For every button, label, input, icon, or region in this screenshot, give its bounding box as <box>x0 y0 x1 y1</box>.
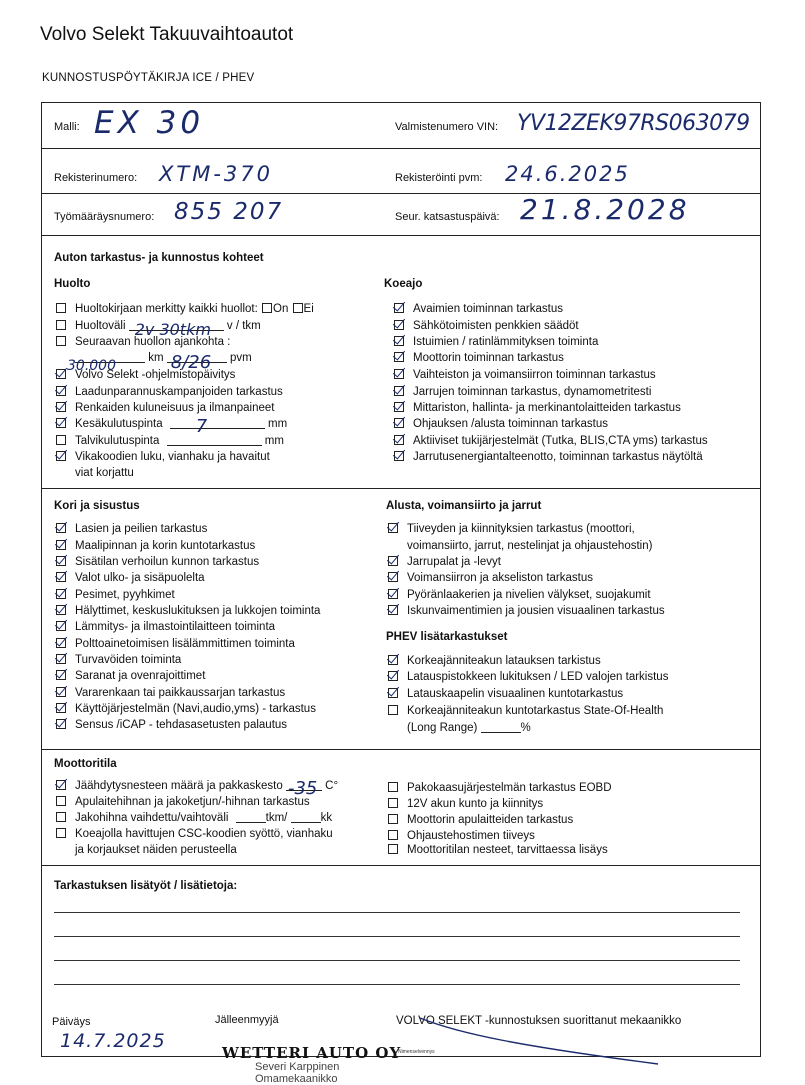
checkbox[interactable] <box>388 844 398 854</box>
moottori-right-0: Pakokaasujärjestelmän tarkastus EOBD <box>388 781 612 795</box>
checkbox[interactable] <box>56 621 66 631</box>
paivays-label: Päiväys <box>52 1016 91 1028</box>
checkbox[interactable] <box>56 523 66 533</box>
checkbox[interactable] <box>56 780 66 790</box>
moottori-right-2: Moottorin apulaitteiden tarkastus <box>388 813 573 827</box>
phev-item-0: Korkeajänniteakun latauksen tarkistus <box>388 654 601 668</box>
checkbox[interactable] <box>56 386 66 396</box>
huolto-item-2: Seuraavan huollon ajankohta : <box>56 335 230 349</box>
checkbox[interactable] <box>388 605 398 615</box>
checkbox[interactable] <box>394 320 404 330</box>
seuraava-km-value[interactable]: 30.000 <box>67 358 116 374</box>
phev-title: PHEV lisätarkastukset <box>386 631 508 643</box>
checkbox[interactable] <box>56 451 66 461</box>
malli-label: Malli: <box>54 121 80 133</box>
vin-label: Valmistenumero VIN: <box>395 121 499 133</box>
koeajo-item-4: Vaihteiston ja voimansiirron toiminnan tarkastus <box>394 368 656 382</box>
checkbox[interactable] <box>56 556 66 566</box>
katsastuspaiva-label: Seur. katsastuspäivä: <box>395 211 500 223</box>
rekisterinumero-value[interactable]: XTM-370 <box>159 162 273 186</box>
huoltovali-value[interactable]: 2v 30tkm <box>134 320 211 339</box>
checkbox[interactable] <box>394 336 404 346</box>
rekisterinumero-label: Rekisterinumero: <box>54 172 138 184</box>
alusta-item-0: Tiiveyden ja kiinnityksien tarkastus (moottori, <box>388 522 635 536</box>
koeajo-item-3: Moottorin toiminnan tarkastus <box>394 351 564 365</box>
kori-item-8: Turvavöiden toiminta <box>56 653 181 667</box>
seuraava-huolto-row: 30.000 km 8/26 pvm <box>67 352 252 374</box>
checkbox[interactable] <box>388 556 398 566</box>
checkbox[interactable] <box>394 451 404 461</box>
checkbox[interactable] <box>394 386 404 396</box>
checkbox[interactable] <box>56 812 66 822</box>
alusta-item-2: Voimansiirron ja akseliston tarkastus <box>388 571 593 585</box>
huolto-item-1: Huoltoväli 2v 30tkm v / tkm <box>56 319 261 333</box>
jalleenmyyja-label: Jälleenmyyjä <box>215 1014 279 1026</box>
phev-item-1: Latauspistokkeen lukituksen / LED valojen tarkistus <box>388 670 668 684</box>
checkbox[interactable] <box>56 540 66 550</box>
notes-line[interactable] <box>54 912 740 913</box>
alusta-item-0-cont: voimansiirto, jarrut, nestelinjat ja ohjaustehostin) <box>407 540 653 552</box>
koeajo-item-8: Aktiiviset tukijärjestelmät (Tutka, BLIS,CTA yms) tarkastus <box>394 434 708 448</box>
seuraava-pvm-value[interactable]: 8/26 <box>170 352 212 373</box>
checkbox[interactable] <box>56 796 66 806</box>
koeajo-title: Koeajo <box>384 278 423 290</box>
moottori-left-2: Jakohihna vaihdettu/vaihtoväli tkm/ kk <box>56 811 332 825</box>
mekaanikko-label: VOLVO SELEKT -kunnostuksen suorittanut mekaanikko <box>396 1015 682 1027</box>
tyomaaraysnumero-label: Työmääräysnumero: <box>54 211 155 223</box>
kori-item-0: Lasien ja peilien tarkastus <box>56 522 207 536</box>
checkbox[interactable] <box>56 336 66 346</box>
tyomaaraysnumero-value[interactable]: 855 207 <box>174 199 284 225</box>
paivays-value[interactable]: 14.7.2025 <box>60 1030 166 1052</box>
page-title: Volvo Selekt Takuuvaihtoautot <box>40 24 294 45</box>
kori-item-6: Lämmitys- ja ilmastointilaitteen toiminta <box>56 620 275 634</box>
checkbox[interactable] <box>388 655 398 665</box>
checkbox[interactable] <box>394 352 404 362</box>
checkbox[interactable] <box>388 523 398 533</box>
huolto-title: Huolto <box>54 278 91 290</box>
checkbox[interactable] <box>56 687 66 697</box>
rekisterointi-pvm-value[interactable]: 24.6.2025 <box>505 162 630 186</box>
checkbox[interactable] <box>56 670 66 680</box>
checkbox[interactable] <box>388 572 398 582</box>
soh-blank[interactable] <box>481 732 521 733</box>
form-frame <box>41 102 761 1057</box>
kori-item-9: Saranat ja ovenrajoittimet <box>56 669 205 683</box>
signature-stroke <box>400 1016 660 1066</box>
moottori-right-3: Ohjaustehostimen tiiveys <box>388 829 535 843</box>
checkbox[interactable] <box>394 303 404 313</box>
koeajo-item-5: Jarrujen toiminnan tarkastus, dynamometritesti <box>394 385 651 399</box>
moottoritila-title: Moottoritila <box>54 758 117 770</box>
huolto-item-4: Laadunparannuskampanjoiden tarkastus <box>56 385 283 399</box>
dealer-stamp: WETTERI AUTO OY <box>222 1044 402 1062</box>
kori-item-11: Käyttöjärjestelmän (Navi,audio,yms) - tarkastus <box>56 702 316 716</box>
checkbox[interactable] <box>56 703 66 713</box>
kori-item-10: Vararenkaan tai paikkaussarjan tarkastus <box>56 686 285 700</box>
checkbox[interactable] <box>388 782 398 792</box>
moottori-left-3: Koeajolla havittujen CSC-koodien syöttö, vianhaku <box>56 827 333 841</box>
kori-item-12: Sensus /iCAP - tehdasasetusten palautus <box>56 718 287 732</box>
checkbox-on[interactable] <box>262 303 272 313</box>
form-subtitle: KUNNOSTUSPÖYTÄKIRJA ICE / PHEV <box>42 72 255 84</box>
kesakulutus-value[interactable]: 7 <box>195 416 208 437</box>
checkbox[interactable] <box>388 671 398 681</box>
coolant-value[interactable]: -35 <box>287 778 318 799</box>
koeajo-item-1: Sähkötoimisten penkkien säädöt <box>394 319 579 333</box>
moottori-right-4: Moottoritilan nesteet, tarvittaessa lisäys <box>388 843 608 857</box>
section-divider <box>42 749 760 750</box>
koeajo-item-7: Ohjauksen /alusta toiminnan tarkastus <box>394 417 608 431</box>
vehicle-row-3 <box>42 193 760 236</box>
notes-line[interactable] <box>54 984 740 985</box>
checkbox[interactable] <box>56 369 66 379</box>
checkbox[interactable] <box>56 605 66 615</box>
checkbox[interactable] <box>56 719 66 729</box>
koeajo-item-6: Mittariston, hallinta- ja merkinantolaitteiden tarkastus <box>394 401 681 415</box>
huolto-item-3: Volvo Selekt -ohjelmistopäivitys <box>56 368 235 382</box>
checkbox[interactable] <box>56 303 66 313</box>
moottori-right-1: 12V akun kunto ja kiinnitys <box>388 797 543 811</box>
notes-line[interactable] <box>54 960 740 961</box>
vin-value[interactable]: YV12ZEK97RS063079 <box>517 111 750 136</box>
checkbox[interactable] <box>388 814 398 824</box>
phev-item-3: Korkeajänniteakun kuntotarkastus State-Of-Health <box>388 704 663 718</box>
koeajo-item-0: Avaimien toiminnan tarkastus <box>394 302 563 316</box>
checkbox[interactable] <box>56 402 66 412</box>
vehicle-row-2 <box>42 148 760 194</box>
huolto-item-5: Renkaiden kuluneisuus ja ilmanpaineet <box>56 401 274 415</box>
mechanic-role: Omamekaanikko <box>255 1073 338 1085</box>
moottori-left-3-cont: ja korjaukset näiden perusteella <box>75 844 237 856</box>
section1-title: Auton tarkastus- ja kunnostus kohteet <box>54 252 264 264</box>
alusta-item-1: Jarrupalat ja -levyt <box>388 555 501 569</box>
checkbox[interactable] <box>56 435 66 445</box>
huolto-item-8-cont: viat korjattu <box>75 467 134 479</box>
checkbox[interactable] <box>388 688 398 698</box>
checkbox[interactable] <box>388 705 398 715</box>
alusta-item-3: Pyöränlaakerien ja nivelien välykset, suojakumit <box>388 588 651 602</box>
checkbox[interactable] <box>394 435 404 445</box>
malli-value[interactable]: EX 30 <box>94 105 205 141</box>
huolto-item-8: Vikakoodien luku, vianhaku ja havaitut <box>56 450 270 464</box>
mechanic-name: Severi Karppinen <box>255 1061 340 1073</box>
checkbox[interactable] <box>388 589 398 599</box>
katsastuspaiva-value[interactable]: 21.8.2028 <box>520 193 690 226</box>
checkbox[interactable] <box>394 418 404 428</box>
lisatyot-title: Tarkastuksen lisätyöt / lisätietoja: <box>54 880 238 892</box>
kori-item-3: Valot ulko- ja sisäpuolelta <box>56 571 205 585</box>
kori-title: Kori ja sisustus <box>54 500 140 512</box>
checkbox[interactable] <box>394 369 404 379</box>
checkbox[interactable] <box>56 589 66 599</box>
koeajo-item-9: Jarrutusenergiantalteenotto, toiminnan tarkastus näytöltä <box>394 450 703 464</box>
alusta-item-4: Iskunvaimentimien ja jousien visuaalinen tarkastus <box>388 604 665 618</box>
checkbox[interactable] <box>56 418 66 428</box>
vehicle-row-1 <box>42 103 760 149</box>
huolto-item-7: Talvikulutuspinta mm <box>56 434 284 448</box>
huolto-item-0: Huoltokirjaan merkitty kaikki huollot: On Ei <box>56 302 314 316</box>
checkbox[interactable] <box>56 320 66 330</box>
stamp-small-text: Nimenselvennys <box>398 1049 435 1055</box>
checkbox[interactable] <box>388 830 398 840</box>
phev-item-3-cont: (Long Range) % <box>407 722 531 734</box>
kori-item-2: Sisätilan verhoilun kunnon tarkastus <box>56 555 259 569</box>
kori-item-7: Polttoainetoimisen lisälämmittimen toiminta <box>56 637 295 651</box>
checkbox-ei[interactable] <box>293 303 303 313</box>
rekisterointi-pvm-label: Rekisteröinti pvm: <box>395 172 483 184</box>
alusta-title: Alusta, voimansiirto ja jarrut <box>386 500 542 512</box>
koeajo-item-2: Istuimien / ratinlämmityksen toiminta <box>394 335 598 349</box>
kori-item-1: Maalipinnan ja korin kuntotarkastus <box>56 539 255 553</box>
checkbox[interactable] <box>56 572 66 582</box>
checkbox[interactable] <box>394 402 404 412</box>
moottori-left-1: Apulaitehihnan ja jakoketjun/-hihnan tarkastus <box>56 795 310 809</box>
kori-item-4: Pesimet, pyyhkimet <box>56 588 175 602</box>
checkbox[interactable] <box>56 638 66 648</box>
huolto-item-6: Kesäkulutuspinta 7 mm <box>56 417 287 431</box>
section-divider <box>42 488 760 489</box>
section-divider <box>42 865 760 866</box>
checkbox[interactable] <box>56 654 66 664</box>
moottori-left-0: Jäähdytysnesteen määrä ja pakkaskesto -35 C° <box>56 779 338 793</box>
phev-item-2: Latauskaapelin visuaalinen kuntotarkastus <box>388 687 623 701</box>
kori-item-5: Hälyttimet, keskuslukituksen ja lukkojen toiminta <box>56 604 320 618</box>
checkbox[interactable] <box>56 828 66 838</box>
notes-line[interactable] <box>54 936 740 937</box>
checkbox[interactable] <box>388 798 398 808</box>
